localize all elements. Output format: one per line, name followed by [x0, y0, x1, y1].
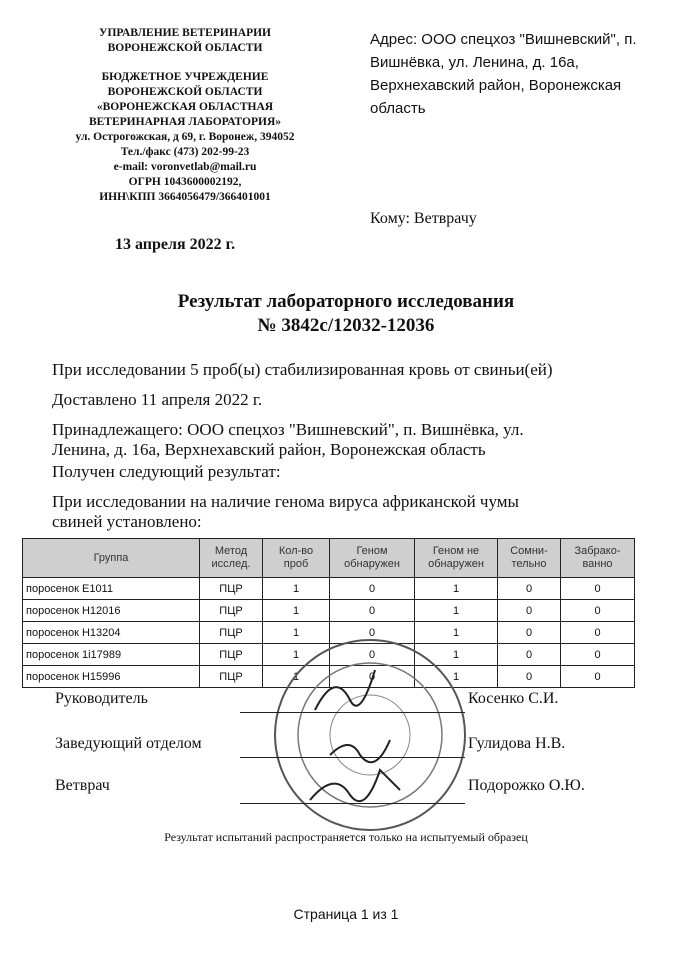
table-cell: ПЦР: [200, 644, 263, 666]
signature-line: [240, 803, 465, 804]
column-header: Кол-во проб: [263, 539, 330, 578]
page-number: Страница 1 из 1: [293, 906, 399, 922]
table-cell: 1: [415, 644, 498, 666]
body-line: Ленина, д. 16а, Верхнехавский район, Воронежская область: [52, 440, 486, 459]
table-cell: 1: [263, 666, 330, 688]
table-cell: 1: [415, 578, 498, 600]
signature-name: Гулидова Н.В.: [468, 735, 566, 752]
column-header: Геном обнаружен: [330, 539, 415, 578]
table-cell: 0: [561, 644, 635, 666]
body-line: При исследовании на наличие генома вируса африканской чумы: [52, 492, 519, 511]
table-cell: поросенок H13204: [23, 622, 200, 644]
table-header-row: [23, 539, 635, 578]
table-cell: 0: [330, 622, 415, 644]
footer-note: Результат испытаний распространяется только на испытуемый образец: [164, 830, 528, 844]
table-cell: 1: [263, 644, 330, 666]
table-cell: 0: [498, 666, 561, 688]
signature-line: [240, 757, 465, 758]
table-cell: поросенок H12016: [23, 600, 200, 622]
table-cell: 1: [415, 666, 498, 688]
org-line: Тел./факс (473) 202-99-23: [120, 146, 250, 158]
table-cell: 0: [330, 666, 415, 688]
seal-stamp: [270, 635, 470, 835]
table-cell: 0: [330, 578, 415, 600]
table-cell: 1: [263, 578, 330, 600]
document-number: № 3842с/12032-12036: [257, 315, 435, 336]
column-header: Группа: [23, 539, 200, 578]
table-cell: поросенок 1i17989: [23, 644, 200, 666]
table-cell: 1: [263, 600, 330, 622]
column-header: Метод исслед.: [200, 539, 263, 578]
document-title: [0, 290, 692, 338]
title-line: Результат лабораторного исследования: [177, 291, 515, 312]
recipient: Кому: Ветврачу: [370, 210, 477, 227]
column-header: Геном не обнаружен: [415, 539, 498, 578]
body-line: Получен следующий результат:: [52, 462, 281, 481]
table-cell: 1: [263, 622, 330, 644]
table-cell: 0: [561, 600, 635, 622]
org-line: «ВОРОНЕЖСКАЯ ОБЛАСТНАЯ: [96, 101, 274, 113]
column-header: Сомни-тельно: [498, 539, 561, 578]
signature-line: [240, 712, 465, 713]
org-line: ул. Острогожская, д 69, г. Воронеж, 394052: [75, 131, 295, 143]
table-cell: 0: [498, 600, 561, 622]
table-cell: поросенок H15996: [23, 666, 200, 688]
signature-role: Заведующий отделом: [55, 735, 202, 752]
body-line: Принадлежащего: ООО спецхоз "Вишневский", п. Вишнёвка, ул.: [52, 420, 524, 439]
table-cell: ПЦР: [200, 578, 263, 600]
body-line: При исследовании 5 проб(ы) стабилизированная кровь от свиньи(ей): [52, 360, 553, 379]
body-line: свиней установлено:: [52, 512, 202, 531]
org-line: ВОРОНЕЖСКОЙ ОБЛАСТИ: [107, 42, 263, 54]
table-cell: 1: [415, 600, 498, 622]
table-cell: ПЦР: [200, 622, 263, 644]
signature-name: Косенко С.И.: [468, 690, 559, 707]
document-date: 13 апреля 2022 г.: [115, 236, 236, 253]
table-cell: 0: [498, 622, 561, 644]
table-cell: ПЦР: [200, 666, 263, 688]
signature-name: Подорожко О.Ю.: [468, 777, 585, 794]
table-cell: 0: [561, 666, 635, 688]
org-line: ОГРН 1043600002192,: [128, 176, 242, 188]
organization-header: [60, 26, 310, 205]
org-line: [60, 56, 310, 70]
table-cell: 0: [561, 578, 635, 600]
table-cell: 0: [330, 644, 415, 666]
table-cell: поросенок E1011: [23, 578, 200, 600]
table-cell: ПЦР: [200, 600, 263, 622]
table-cell: 0: [330, 600, 415, 622]
table-cell: 0: [498, 644, 561, 666]
org-line: e-mail: voronvetlab@mail.ru: [113, 161, 257, 173]
table-cell: 0: [561, 622, 635, 644]
column-header: Забрако-ванно: [561, 539, 635, 578]
table-row: [23, 578, 635, 600]
org-line: ВЕТЕРИНАРНАЯ ЛАБОРАТОРИЯ»: [88, 116, 282, 128]
signature-role: Ветврач: [55, 777, 110, 794]
org-line: БЮДЖЕТНОЕ УЧРЕЖДЕНИЕ: [101, 71, 269, 83]
org-line: ИНН\КПП 3664056479/366401001: [99, 191, 271, 203]
org-line: ВОРОНЕЖСКОЙ ОБЛАСТИ: [107, 86, 263, 98]
body-line: Доставлено 11 апреля 2022 г.: [52, 390, 263, 409]
table-cell: 0: [498, 578, 561, 600]
recipient-address: Адрес: ООО спецхоз "Вишневский", п. Вишнёвка, ул. Ленина, д. 16а, Верхнехавский район, Воронежская область: [370, 31, 637, 117]
org-line: УПРАВЛЕНИЕ ВЕТЕРИНАРИИ: [99, 27, 271, 39]
signature-role: Руководитель: [55, 690, 148, 707]
table-cell: 1: [415, 622, 498, 644]
table-row: [23, 600, 635, 622]
